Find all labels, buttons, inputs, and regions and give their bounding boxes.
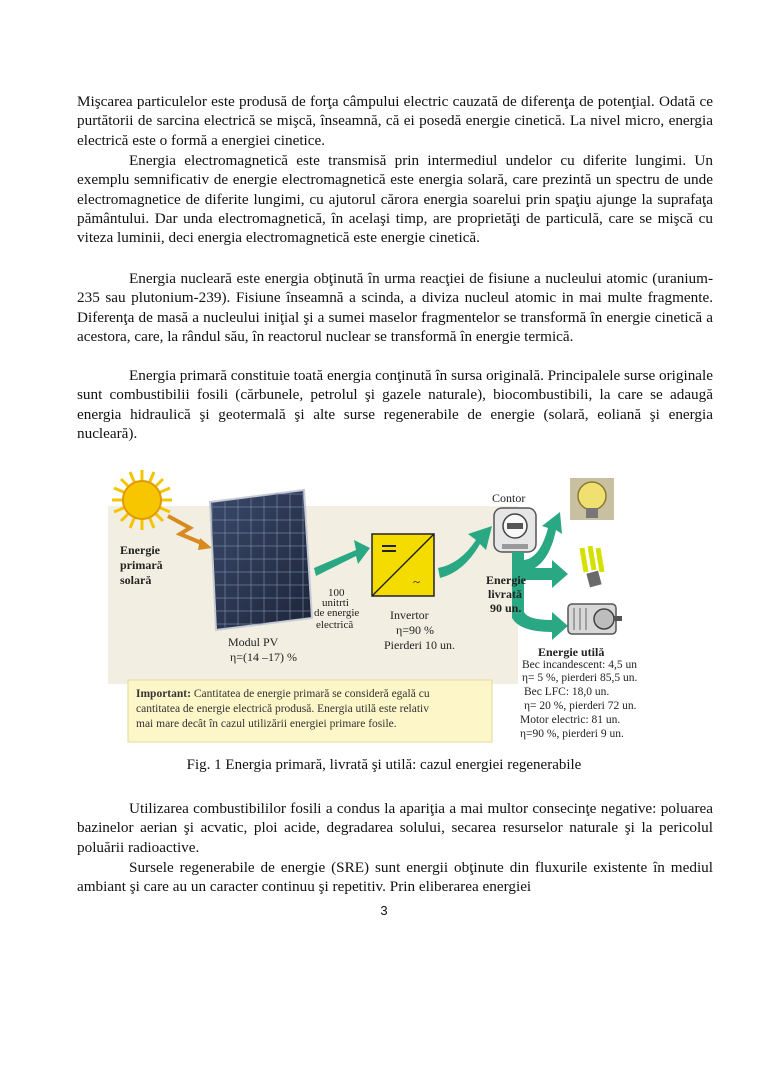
svg-text:~: ~ [413,574,421,589]
paragraph-electric-energy: Mişcarea particulelor este produsă de forţa câmpului electric cauzată de diferenţa de potenţial. Odată ce purtătorii de sarcina electrică se mişcă, înseamnă, că ei posedă energie cinetică. La nivel micro, energia electrică este o formă a energiei cinetice. [77,93,713,149]
pv-label-line2: η=(14 –17) % [230,650,298,664]
important-note-line2: cantitatea de energie electrică produsă. Energia utilă este relativ [136,703,429,715]
inverter-label-line2: η=90 % [396,623,435,637]
pv-label-line1: Modul PV [228,635,279,649]
inverter-icon [372,534,434,596]
paragraph-electromagnetic-energy: Energia electromagnetică este transmisă prin intermediul undelor cu diferite lungimi. Un exemplu semnificativ de energie electromagnetică este energia solară, care prezintă un spectru de unde electromagnetice de diferite lungimi, cu ajutorul cărora energia soarelui prin spaţiu ajunge la suprafaţa pământului. Dar unda electromagnetică, în acelaşi timp, are proprietăţi de particulă, care se mişcă cu viteza luminii, deci energia electromagnetică este energie cinetică. [77,152,713,247]
delivered-label-line2: livrată [488,587,522,601]
important-note-line3: mai mare decât în cazul utilizării energiei primare fosile. [136,718,397,730]
pv-module-icon [210,490,312,630]
units-label-line1: 100 [328,587,345,599]
electric-meter-icon [494,508,536,552]
paragraph-fossil-fuels: Utilizarea combustibililor fosili a condus la apariţia a mai multor consecinţe negative: poluarea bazinelor aerian şi acvatic, ploi acide, degradarea solului, secarea resurselor naturale şi la pericolul poluării radioactive. [77,800,713,856]
sun-icon [112,470,172,530]
sun-label-line2: primară [120,558,163,572]
useful-energy-title: Energie utilă [538,645,605,659]
energy-flow-diagram [108,468,676,750]
inverter-label-line3: Pierderi 10 un. [384,638,455,652]
diagram-background [108,506,518,684]
inverter-label-line1: Invertor [390,608,429,622]
incandescent-bulb-icon [570,478,614,520]
units-label-line3: de energie [314,607,360,619]
page-number: 3 [380,903,388,918]
figure-caption: Fig. 1 Energia primară, livrată şi utilă: cazul energiei regenerabile [186,757,582,773]
delivered-label-line1: Energie [486,573,526,587]
paragraph-primary-energy: Energia primară constituie toată energia conţinută în sursa originală. Principalele surse originale sunt combustibilii fosili (cărbunele, petrolul şi gazele naturale), biocombustibili, la care se adaugă energia hidraulică şi geotermală şi alte surse regenerabile de energie (solară, eoliană şi energia nucleară). [77,367,713,442]
units-label-line2: unitrti [322,597,349,609]
important-note-line1: Important: Cantitatea de energie primară se consideră egală cu [136,688,430,700]
paragraph-renewable-sources: Sursele regenerabile de energie (SRE) sunt energii obţinute din fluxurile existente în mediul ambiant şi care au un caracter continuu şi repetitiv. Prin eliberarea energiei [77,859,713,896]
delivered-label-line3: 90 un. [490,601,522,615]
useful-line-1: Bec incandescent: 4,5 un [522,659,637,671]
paragraph-nuclear-energy: Energia nucleară este energia obţinută în urma reacţiei de fisiune a nucleului atomic (uranium-235 sau plutonium-239). Fisiune înseamnă a scinda, a diviza nucleul atomic in mai multe fragmente. Diferenţa de masă a nucleului iniţial şi a sumei maselor fragmentelor se transformă în energie cinetică a acestora, care, la rândul său, în reactorul nuclear se transformă în energie termică. [77,270,713,345]
units-label-line4: electrică [316,619,354,631]
sun-label-line1: Energie [120,543,160,557]
useful-line-6: η=90 %, pierderi 9 un. [520,728,624,740]
electric-motor-icon [568,604,622,634]
meter-label: Contor [492,491,526,505]
useful-line-2: η= 5 %, pierderi 85,5 un. [522,672,638,684]
useful-line-3: Bec LFC: 18,0 un. [524,686,610,698]
sun-label-line3: solară [120,573,152,587]
figure-energy-flow [108,468,676,750]
useful-line-4: η= 20 %, pierderi 72 un. [524,700,637,712]
cfl-bulb-icon [572,542,610,588]
useful-line-5: Motor electric: 81 un. [520,714,621,726]
